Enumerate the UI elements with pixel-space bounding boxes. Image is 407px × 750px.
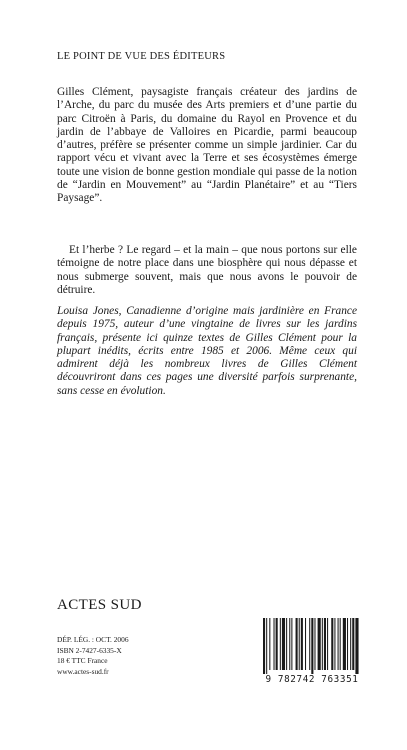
publisher-name: ACTES SUD	[57, 597, 142, 613]
legal-info	[57, 635, 129, 677]
section-heading: LE POINT DE VUE DES ÉDITEURS	[57, 51, 226, 62]
legal-deposit: DÉP. LÉG. : OCT. 2006	[57, 635, 129, 644]
intro-paragraph: Gilles Clément, paysagiste français créateur des jardins de l’Arche, du parc du musée des Arts premiers et d’une partie du parc Citroën à Paris, du domaine du Rayol en Provence et du jardin de l’abbaye de Valloires en Picardie, parmi beaucoup d’autres, préfère se présenter comme un simple jardinier. Car du rapport vécu et vivant avec la Terre et ses écosystèmes émerge toute une vision de bonne gestion mondiale qui passe de la notion de “Jardin en Mouvement” au “Jardin Planétaire” et au “Tiers Paysage”.	[57, 86, 357, 205]
website: www.actes-sud.fr	[57, 666, 109, 676]
barcode-bars-icon	[256, 616, 368, 674]
barcode	[256, 616, 368, 688]
second-paragraph: Et l’herbe ? Le regard – et la main – que nous portons sur elle témoigne de notre place dans une biosphère qui nous dépasse et nous submerge souvent, mais que nous avons le pouvoir de détruire.	[57, 244, 357, 296]
price: 18 € TTC France	[57, 656, 108, 666]
barcode-number: 9 782742 763351	[265, 674, 359, 685]
isbn: ISBN 2-7427-6335-X	[57, 645, 122, 655]
author-paragraph: Louisa Jones, Canadienne d’origine mais jardinière en France depuis 1975, auteur d’une vingtaine de livres sur les jardins français, présente ici quinze textes de Gilles Clément pour la plupart inédits, écrits entre 1985 et 2006. Même ceux qui admirent déjà les nombreux livres de Gilles Clément découvriront dans ces pages une diversité parfois surprenante, sans cesse en évolution.	[57, 305, 357, 397]
